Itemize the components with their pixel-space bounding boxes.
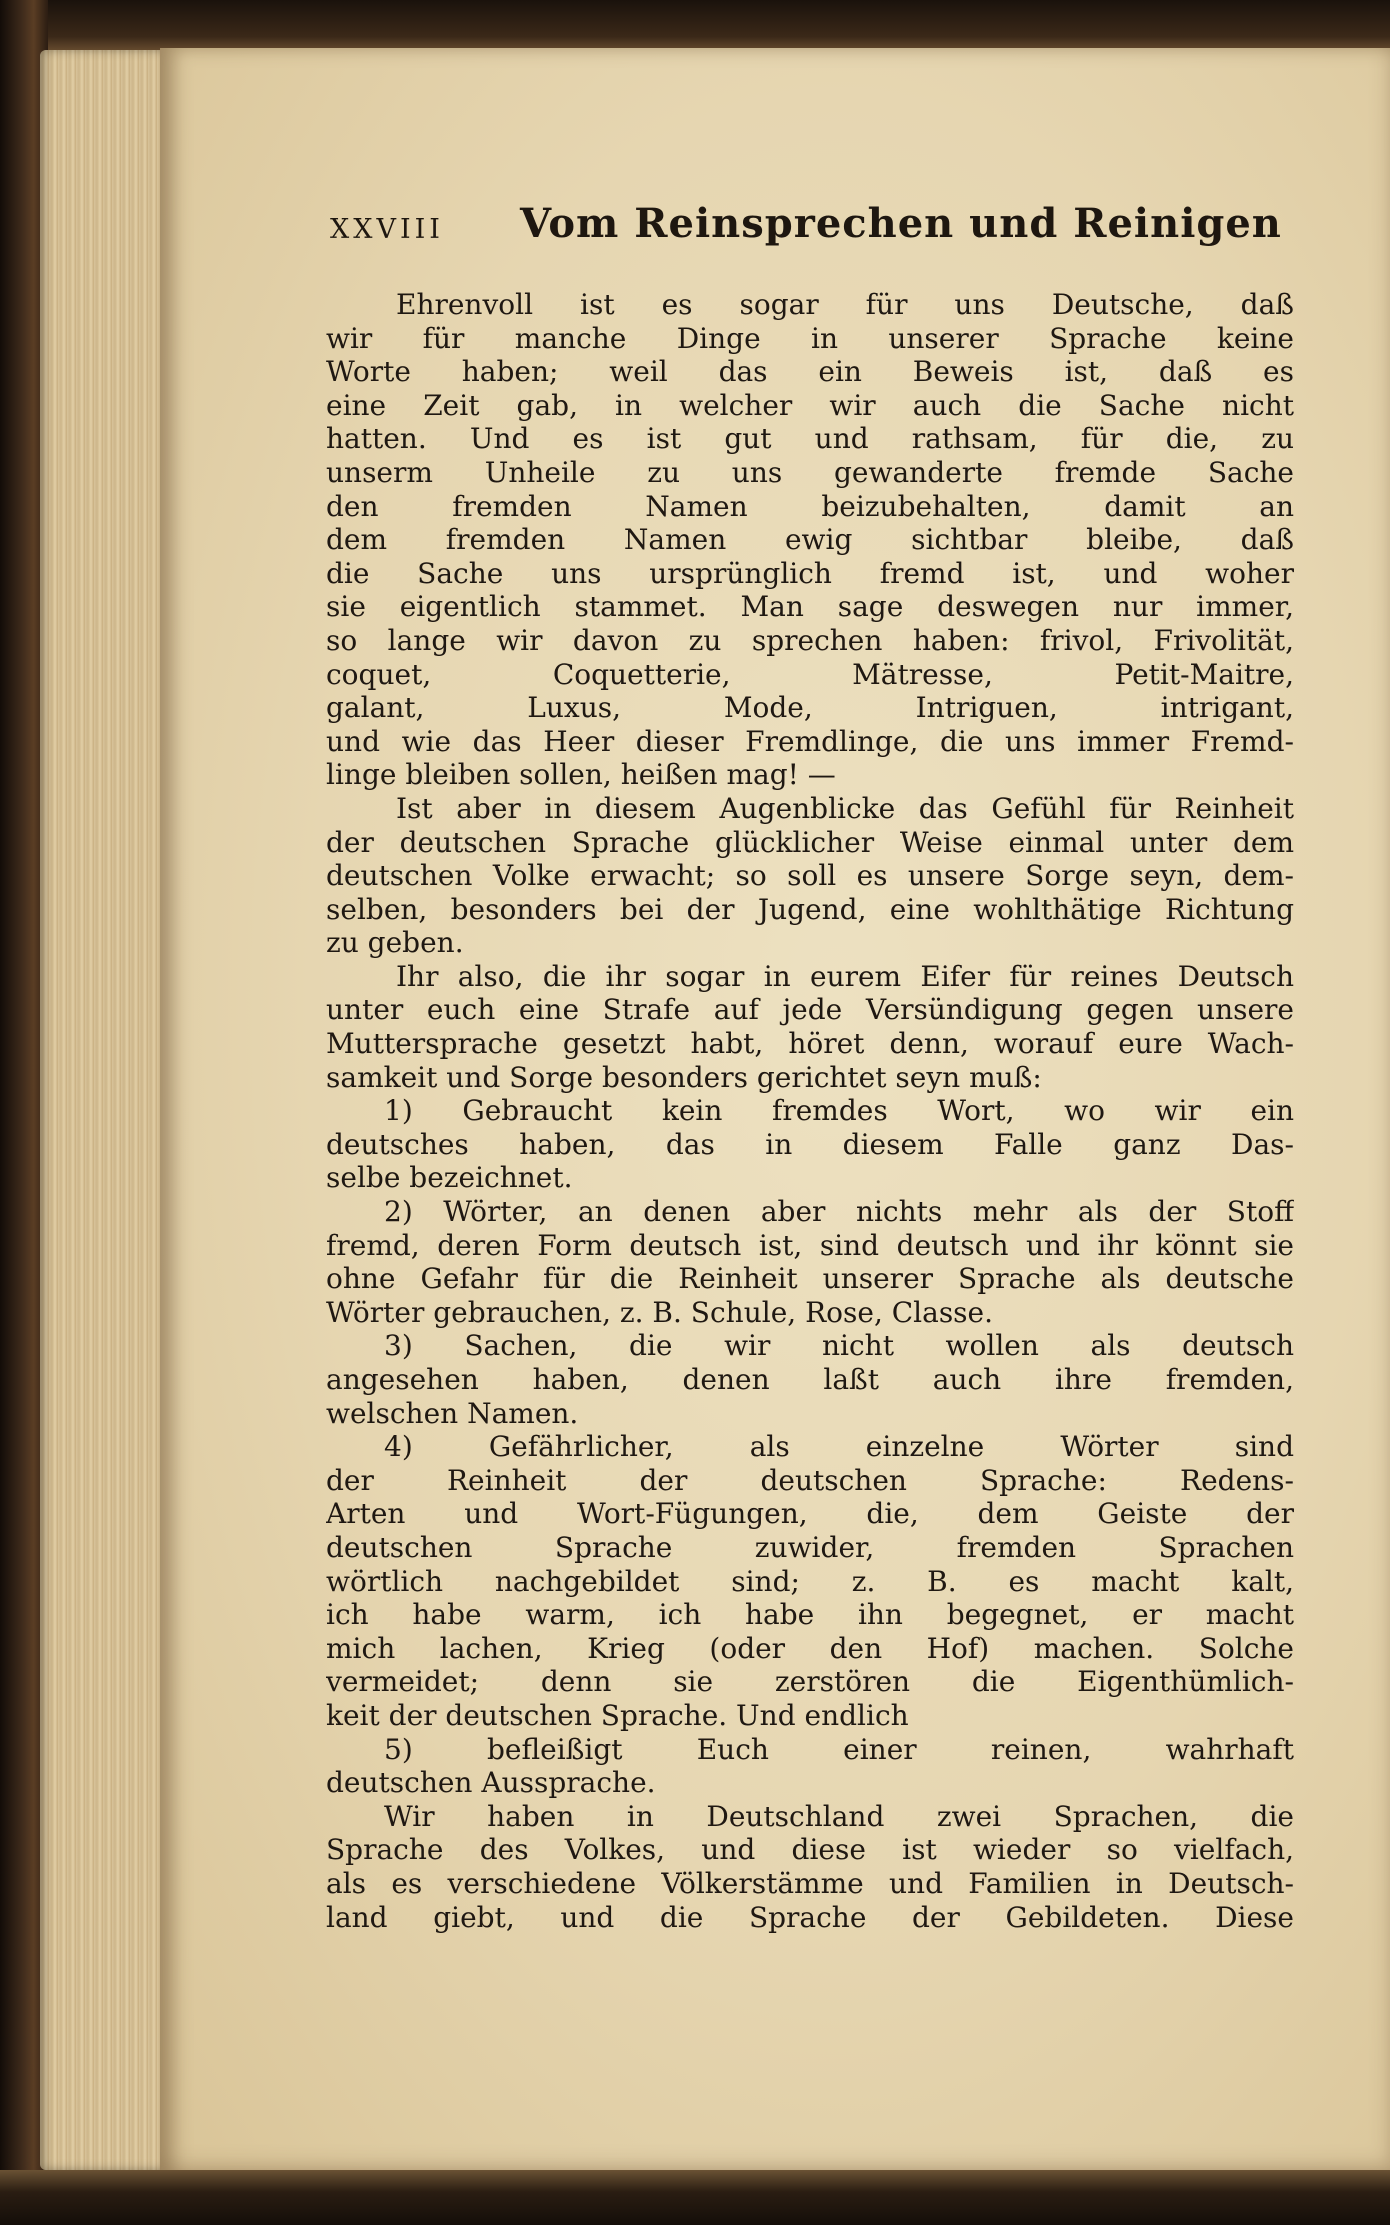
page-number: XXVIII — [330, 214, 444, 245]
text-line: Ist aber in diesem Augenblicke das Gefühl für Reinheit — [396, 791, 1294, 825]
text-line: 5) befleißigt Euch einer reinen, wahrhaft — [384, 1732, 1294, 1766]
text-line: deutschen Volke erwacht; so soll es unsere Sorge seyn, dem- — [326, 859, 1294, 893]
text-line: welschen Namen. — [326, 1396, 579, 1430]
text-line: coquet, Coquetterie, Mätresse, Petit-Maitre, — [326, 657, 1294, 691]
text-line: dem fremden Namen ewig sichtbar bleibe, daß — [326, 523, 1294, 557]
text-line: galant, Luxus, Mode, Intriguen, intrigant, — [326, 691, 1294, 725]
running-head: Vom Reinsprechen und Reinigen — [520, 200, 1282, 247]
top-shadow — [0, 0, 1390, 52]
text-line: deutschen Aussprache. — [326, 1766, 656, 1800]
text-line: unter euch eine Strafe auf jede Versündigung gegen unsere — [326, 993, 1294, 1027]
text-line: selben, besonders bei der Jugend, eine wohlthätige Richtung — [326, 892, 1294, 926]
text-line: 1) Gebraucht kein fremdes Wort, wo wir ein — [384, 1094, 1294, 1128]
text-line: deutschen Sprache zuwider, fremden Sprachen — [326, 1530, 1294, 1564]
text-line: unserm Unheile zu uns gewanderte fremde Sache — [326, 455, 1294, 489]
text-line: angesehen haben, denen laßt auch ihre fremden, — [326, 1363, 1294, 1396]
text-line: 4) Gefährlicher, als einzelne Wörter sind — [384, 1430, 1294, 1464]
text-line: wir für manche Dinge in unserer Sprache keine — [326, 321, 1294, 355]
text-line: und wie das Heer dieser Fremdlinge, die uns immer Fremd- — [326, 724, 1294, 758]
text-line: den fremden Namen beizubehalten, damit an — [326, 489, 1294, 523]
text-line: fremd, deren Form deutsch ist, sind deutsch und ihr könnt sie — [326, 1228, 1294, 1262]
text-line: ich habe warm, ich habe ihn begegnet, er macht — [326, 1598, 1294, 1632]
text-line: selbe bezeichnet. — [326, 1161, 573, 1195]
text-line: sie eigentlich stammet. Man sage deswegen nur immer, — [326, 590, 1294, 624]
text-line: deutsches haben, das in diesem Falle ganz Das- — [326, 1127, 1294, 1161]
text-line: eine Zeit gab, in welcher wir auch die Sache nicht — [326, 388, 1294, 422]
text-line: ohne Gefahr für die Reinheit unserer Sprache als deutsche — [326, 1262, 1294, 1296]
text-line: keit der deutschen Sprache. Und endlich — [326, 1698, 909, 1732]
bottom-shadow — [0, 2170, 1390, 2225]
page-edges — [40, 50, 165, 2170]
text-line: Ihr also, die ihr sogar in eurem Eifer für reines Deutsch — [396, 959, 1294, 993]
text-line: vermeidet; denn sie zerstören die Eigenthümlich- — [326, 1665, 1294, 1699]
text-line: linge bleiben sollen, heißen mag! — — [326, 758, 836, 792]
text-line: samkeit und Sorge besonders gerichtet seyn muß: — [326, 1060, 1042, 1094]
text-line: Sprache des Volkes, und diese ist wieder so vielfach, — [326, 1833, 1294, 1867]
text-line: 2) Wörter, an denen aber nichts mehr als der Stoff — [384, 1195, 1294, 1229]
text-line: wörtlich nachgebildet sind; z. B. es macht kalt, — [326, 1564, 1294, 1598]
page-header — [330, 200, 1330, 260]
text-line: hatten. Und es ist gut und rathsam, für die, zu — [326, 422, 1294, 456]
text-line: der Reinheit der deutschen Sprache: Redens- — [326, 1463, 1294, 1497]
text-line: Wörter gebrauchen, z. B. Schule, Rose, Classe. — [326, 1295, 994, 1329]
text-line: Arten und Wort-Fügungen, die, dem Geiste der — [326, 1497, 1294, 1531]
text-line: mich lachen, Krieg (oder den Hof) machen. Solche — [326, 1631, 1294, 1665]
text-line: Ehrenvoll ist es sogar für uns Deutsche, daß — [396, 288, 1294, 321]
text-line: Worte haben; weil das ein Beweis ist, daß es — [326, 355, 1294, 389]
text-line: Wir haben in Deutschland zwei Sprachen, die — [384, 1799, 1294, 1833]
text-line: die Sache uns ursprünglich fremd ist, und woher — [326, 556, 1294, 590]
text-line: Muttersprache gesetzt habt, höret denn, worauf eure Wach- — [326, 1027, 1294, 1061]
text-line: als es verschiedene Völkerstämme und Familien in Deutsch- — [326, 1866, 1294, 1900]
text-line: land giebt, und die Sprache der Gebildeten. Diese — [326, 1900, 1294, 1934]
text-line: zu geben. — [326, 926, 464, 960]
body-text — [326, 288, 1294, 1934]
text-line: der deutschen Sprache glücklicher Weise einmal unter dem — [326, 825, 1294, 859]
text-line: so lange wir davon zu sprechen haben: frivol, Frivolität, — [326, 623, 1294, 657]
text-line: 3) Sachen, die wir nicht wollen als deutsch — [384, 1329, 1294, 1363]
